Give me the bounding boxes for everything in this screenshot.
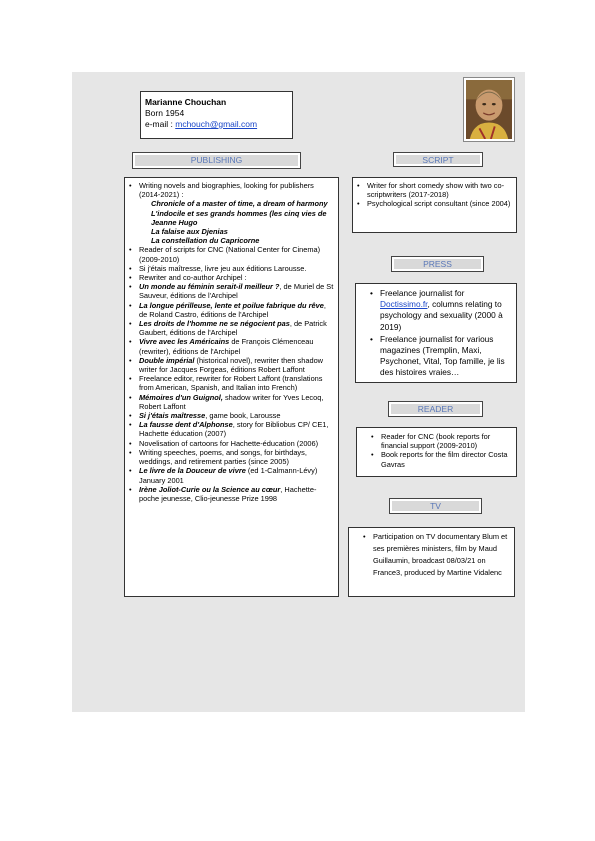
book-title: L'indocile et ses grands hommes (les cinq vies de Jeanne Hugo	[151, 208, 327, 227]
publishing-heading: PUBLISHING	[132, 152, 301, 169]
profile-photo	[463, 77, 515, 142]
email-line	[145, 119, 288, 130]
tv-heading: TV	[389, 498, 482, 514]
list-item: • Freelance editor, rewriter for Robert Laffont (translations from American, Spanish, and Italian into French)	[127, 374, 334, 392]
list-item: • Irène Joliot-Curie ou la Science au cœur, Hachette-poche jeunesse, Clio-jeunesse Prize 1998	[127, 485, 334, 503]
list-item: • Freelance journalist for various magazines (Tremplin, Maxi, Psychonet, Vital, Top famille, je lis des histoires vraies…	[368, 334, 510, 379]
list-item: • Novelisation of cartoons for Hachette-éducation (2006)	[127, 439, 334, 448]
list-item: • Mémoires d'un Guignol, shadow writer for Yves Lecoq, Robert Laffont	[127, 393, 334, 411]
list-item: • Le livre de la Douceur de vivre (ed 1-Calmann-Lévy) January 2001	[127, 466, 334, 484]
contact-card	[140, 91, 293, 139]
email-link[interactable]: mchouch@gmail.com	[175, 119, 258, 129]
list-item: • Participation on TV documentary Blum et ses premières ministers, film by Maud Guillaumin, broadcast 08/03/21 on France3, produced by Martine Vidalenc	[361, 531, 510, 579]
list-item: • Book reports for the film director Costa Gavras	[369, 450, 512, 468]
list-item: • Writer for short comedy show with two co-scriptwriters (2017-2018)	[355, 181, 512, 199]
list-item: • Les droits de l'homme ne se négocient pas, de Patrick Gaubert, éditions de l'Archipel	[127, 319, 334, 337]
press-heading: PRESS	[391, 256, 484, 272]
list-item: • Double impérial (historical novel), rewriter then shadow writer for Jacques Forgeas, éditions Robert Laffont	[127, 356, 334, 374]
reader-box	[356, 427, 517, 477]
list-item: • Reader of scripts for CNC (National Center for Cinema) (2009-2010)	[127, 245, 334, 263]
book-title: La falaise aux Djenias	[151, 227, 228, 237]
birth-year: Born 1954	[145, 108, 185, 118]
list-item: • Vivre avec les Américains de François Clémenceau (rewriter), éditions de l'Archipel	[127, 337, 334, 355]
doctissimo-link[interactable]: Doctissimo.fr	[380, 299, 428, 310]
person-name: Marianne Chouchan	[145, 97, 227, 107]
list-item: • La longue périlleuse, lente et poilue fabrique du rêve, de Roland Castro, éditions de l'Archipel	[127, 301, 334, 319]
book-title: La constellation du Capricorne	[151, 236, 260, 246]
list-item: • Si j'étais maîtresse, livre jeu aux éditions Larousse.	[127, 264, 334, 273]
list-item: • Freelance journalist for Doctissimo.fr, columns relating to psychology and sexuality (2000 à 2019)	[368, 288, 510, 333]
list-item: • Rewriter and co-author Archipel :	[127, 273, 334, 282]
script-box	[352, 177, 517, 233]
list-item: • Writing novels and biographies, looking for publishers (2014-2021) : Chronicle of a master of time, a dream of harmony L'indocile et ses grands hommes (les cinq vies de Jeanne Hugo La falaise aux Djenias La constellation du Capricorne	[127, 181, 334, 245]
list-item: • Si j'étais maîtresse, game book, Larousse	[127, 411, 334, 420]
press-box	[355, 283, 517, 383]
email-label: e-mail :	[145, 119, 176, 129]
reader-heading: READER	[388, 401, 483, 417]
list-item: • Psychological script consultant (since 2004)	[355, 199, 512, 208]
list-item: • La fausse dent d'Alphonse, story for Bibliobus CP/ CE1, Hachette éducation (2007)	[127, 420, 334, 438]
list-item: • Un monde au féminin serait-il meilleur ?, de Muriel de St Sauveur, éditions de l'Archipel	[127, 282, 334, 300]
book-title: Chronicle of a master of time, a dream of harmony	[151, 199, 328, 209]
tv-box	[348, 527, 515, 597]
list-item: • Reader for CNC (book reports for financial support (2009-2010)	[369, 432, 512, 450]
list-item: • Writing speeches, poems, and songs, for birthdays, weddings, and retirement parties (since 2005)	[127, 448, 334, 466]
publishing-box	[124, 177, 339, 597]
script-heading: SCRIPT	[393, 152, 483, 167]
